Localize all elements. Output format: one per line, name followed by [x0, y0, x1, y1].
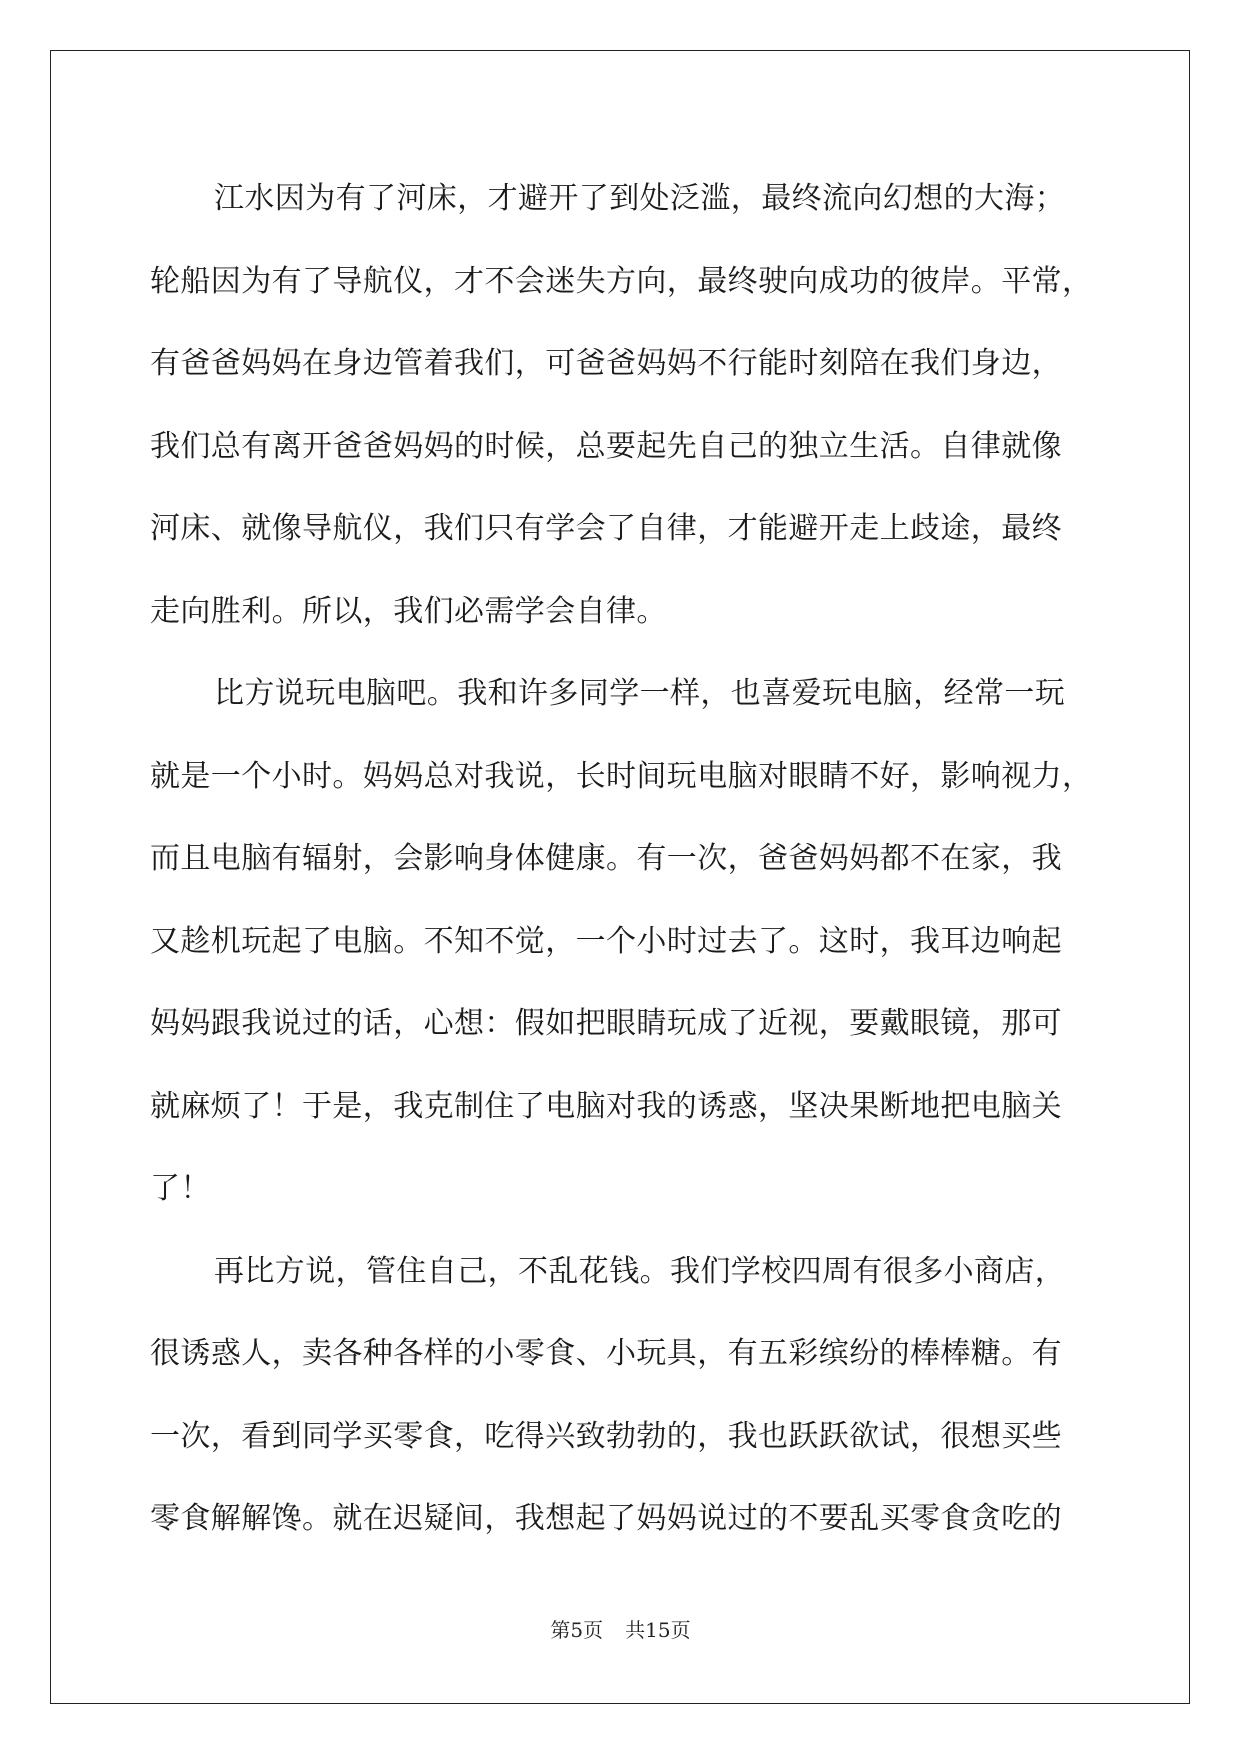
text-line: 比方说玩电脑吧。我和许多同学一样，也喜爱玩电脑，经常一玩	[214, 676, 1066, 711]
text-line: 妈妈跟我说过的话，心想：假如把眼睛玩成了近视，要戴眼镜，那可	[150, 1006, 1062, 1041]
text-line: 了！	[150, 1171, 211, 1206]
text-line: 走向胜利。所以，我们必需学会自律。	[150, 593, 667, 629]
text-line: 而且电脑有辐射，会影响身体健康。有一次，爸爸妈妈都不在家，我	[150, 841, 1062, 876]
page-footer	[0, 1614, 1241, 1643]
text-line: 就是一个小时。妈妈总对我说，长时间玩电脑对眼睛不好，影响视力，	[150, 758, 1093, 794]
document-body	[150, 158, 1093, 1561]
text-line: 零食解解馋。就在迟疑间，我想起了妈妈说过的不要乱买零食贪吃的	[150, 1501, 1062, 1536]
text-line: 轮船因为有了导航仪，才不会迷失方向，最终驶向成功的彼岸。平常，	[150, 263, 1093, 299]
text-line: 再比方说，管住自己，不乱花钱。我们学校四周有很多小商店，	[214, 1253, 1066, 1289]
text-line: 江水因为有了河床，才避开了到处泛滥，最终流向幻想的大海；	[214, 181, 1066, 216]
text-line: 就麻烦了！于是，我克制住了电脑对我的诱惑，坚决果断地把电脑关	[150, 1088, 1062, 1124]
text-line: 河床、就像导航仪，我们只有学会了自律，才能避开走上歧途，最终	[150, 511, 1062, 546]
text-line: 一次，看到同学买零食，吃得兴致勃勃的，我也跃跃欲试，很想买些	[150, 1418, 1062, 1454]
text-line: 很诱惑人，卖各种各样的小零食、小玩具，有五彩缤纷的棒棒糖。有	[150, 1336, 1062, 1371]
page-number: 第5页	[550, 1618, 604, 1642]
text-line: 有爸爸妈妈在身边管着我们，可爸爸妈妈不行能时刻陪在我们身边，	[150, 346, 1062, 381]
text-line: 我们总有离开爸爸妈妈的时候，总要起先自己的独立生活。自律就像	[150, 428, 1062, 464]
text-line: 又趁机玩起了电脑。不知不觉，一个小时过去了。这时，我耳边响起	[150, 923, 1062, 959]
page-total: 共15页	[625, 1618, 691, 1642]
